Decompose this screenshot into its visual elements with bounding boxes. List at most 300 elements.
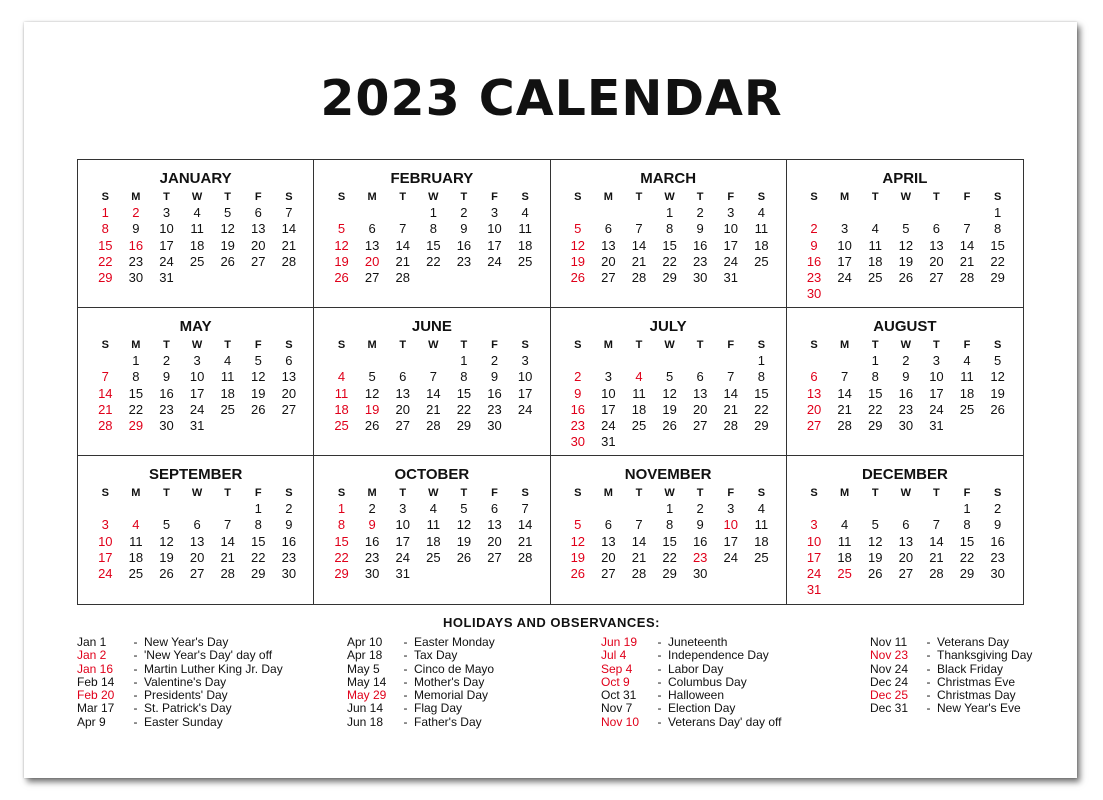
day-cell: 20 bbox=[898, 549, 914, 565]
holiday-row bbox=[601, 702, 781, 715]
holiday-column bbox=[77, 636, 283, 729]
holiday-date: Jan 16 bbox=[77, 661, 114, 676]
weekday-header: W bbox=[428, 191, 439, 203]
day-cell: 25 bbox=[128, 566, 144, 582]
weekday-header: T bbox=[399, 339, 407, 351]
holiday-date: Apr 18 bbox=[347, 648, 383, 663]
month-name: AUGUST bbox=[873, 318, 937, 335]
holiday-date: Jan 2 bbox=[77, 648, 107, 663]
holiday-date: Nov 10 bbox=[601, 714, 640, 729]
day-cell: 4 bbox=[757, 205, 765, 220]
day-cell: 27 bbox=[251, 253, 266, 269]
holiday-date: Jun 18 bbox=[347, 714, 384, 729]
month-june bbox=[314, 308, 550, 456]
day-cell: 4 bbox=[871, 221, 879, 237]
holiday-name: Independence Day bbox=[668, 648, 769, 663]
day-cell: 5 bbox=[254, 353, 262, 368]
holiday-name: Thanksgiving Day bbox=[937, 648, 1033, 663]
weekday-header: F bbox=[963, 487, 971, 499]
day-cell: 24 bbox=[159, 253, 174, 269]
day-cell: 13 bbox=[692, 385, 708, 401]
empty-day-cell bbox=[860, 501, 891, 517]
weekday-header: S bbox=[101, 487, 109, 499]
day-grid bbox=[90, 485, 313, 582]
day-cell: 18 bbox=[959, 385, 975, 401]
day-cell: 11 bbox=[960, 369, 974, 385]
day-cell: 23 bbox=[128, 253, 144, 269]
day-cell: 3 bbox=[521, 353, 529, 368]
month-name: JANUARY bbox=[159, 170, 232, 187]
weekday-header: T bbox=[635, 487, 643, 499]
day-cell: 24 bbox=[98, 566, 113, 582]
day-cell: 10 bbox=[806, 533, 822, 549]
day-cell: 17 bbox=[837, 253, 852, 269]
holiday-date: Apr 10 bbox=[347, 635, 383, 649]
holiday-date: Dec 31 bbox=[870, 701, 909, 716]
day-cell: 1 bbox=[963, 501, 971, 516]
day-cell: 16 bbox=[487, 385, 502, 401]
holiday-separator: - bbox=[133, 635, 138, 649]
day-grid bbox=[326, 485, 549, 582]
day-cell: 25 bbox=[220, 401, 235, 417]
day-cell: 5 bbox=[224, 205, 232, 220]
day-cell: 20 bbox=[806, 401, 822, 417]
day-cell: 26 bbox=[868, 566, 883, 582]
weekday-header: W bbox=[664, 191, 675, 203]
day-cell: 11 bbox=[868, 237, 882, 253]
weekday-header: T bbox=[163, 487, 170, 499]
day-cell: 14 bbox=[395, 237, 410, 253]
day-cell: 20 bbox=[189, 549, 205, 565]
holiday-separator: - bbox=[657, 688, 662, 703]
day-cell: 23 bbox=[456, 253, 472, 269]
day-cell: 23 bbox=[570, 418, 586, 434]
day-cell: 15 bbox=[754, 385, 769, 401]
holiday-separator: - bbox=[403, 648, 408, 663]
day-cell: 19 bbox=[570, 253, 586, 269]
weekday-header: M bbox=[131, 339, 141, 351]
day-cell: 28 bbox=[631, 566, 647, 582]
month-october bbox=[314, 456, 550, 604]
day-cell: 27 bbox=[364, 270, 380, 286]
day-cell: 23 bbox=[692, 253, 708, 269]
day-grid bbox=[799, 485, 1023, 599]
weekday-header: F bbox=[963, 339, 971, 351]
empty-day-cell bbox=[182, 501, 213, 517]
day-cell: 14 bbox=[723, 385, 738, 401]
holiday-row bbox=[601, 676, 781, 689]
empty-day-cell bbox=[593, 501, 624, 517]
weekday-header: F bbox=[491, 191, 498, 203]
empty-day-cell bbox=[685, 353, 716, 369]
holiday-row bbox=[870, 649, 1032, 662]
day-cell: 24 bbox=[929, 401, 944, 417]
day-cell: 19 bbox=[159, 549, 174, 565]
day-cell: 12 bbox=[570, 533, 586, 549]
day-cell: 10 bbox=[723, 221, 738, 237]
day-cell: 3 bbox=[162, 205, 171, 220]
day-cell: 29 bbox=[128, 418, 144, 434]
day-cell: 28 bbox=[517, 549, 533, 565]
day-cell: 23 bbox=[364, 549, 380, 565]
day-cell: 30 bbox=[692, 270, 708, 286]
day-cell: 9 bbox=[460, 221, 468, 237]
day-cell: 15 bbox=[334, 533, 349, 549]
day-cell: 15 bbox=[662, 237, 677, 253]
day-cell: 15 bbox=[426, 237, 441, 253]
day-cell: 15 bbox=[98, 237, 113, 253]
empty-day-cell bbox=[121, 501, 152, 517]
day-cell: 21 bbox=[220, 549, 235, 565]
weekday-header: S bbox=[101, 191, 109, 203]
holiday-row bbox=[77, 702, 283, 715]
day-cell: 18 bbox=[837, 549, 852, 565]
day-cell: 4 bbox=[635, 369, 643, 385]
day-cell: 10 bbox=[98, 533, 113, 549]
day-cell: 4 bbox=[757, 501, 765, 516]
holiday-column bbox=[601, 636, 781, 729]
day-cell: 28 bbox=[959, 270, 975, 286]
day-cell: 9 bbox=[368, 517, 376, 533]
day-grid bbox=[90, 337, 313, 434]
day-cell: 14 bbox=[220, 533, 235, 549]
holiday-name: Juneteenth bbox=[668, 635, 728, 649]
day-grid bbox=[799, 189, 1023, 303]
empty-day-cell bbox=[952, 205, 983, 221]
day-cell: 12 bbox=[990, 369, 1005, 385]
holiday-separator: - bbox=[403, 701, 408, 716]
day-cell: 23 bbox=[898, 401, 914, 417]
holiday-row bbox=[77, 676, 283, 689]
holiday-name: Christmas Eve bbox=[937, 674, 1016, 689]
day-cell: 22 bbox=[456, 401, 472, 417]
weekday-header: W bbox=[191, 339, 203, 351]
day-cell: 28 bbox=[631, 270, 647, 286]
day-cell: 4 bbox=[337, 369, 346, 385]
weekday-header: W bbox=[900, 487, 912, 499]
weekday-header: T bbox=[871, 339, 879, 351]
day-cell: 17 bbox=[723, 533, 738, 549]
day-cell: 17 bbox=[98, 549, 113, 565]
empty-day-cell bbox=[387, 353, 418, 369]
day-cell: 20 bbox=[251, 237, 266, 253]
day-cell: 31 bbox=[929, 418, 944, 434]
holiday-row bbox=[601, 663, 781, 676]
day-cell: 31 bbox=[806, 582, 822, 598]
holiday-separator: - bbox=[926, 701, 931, 716]
weekday-header: M bbox=[367, 191, 377, 203]
holiday-row bbox=[347, 716, 495, 729]
day-cell: 28 bbox=[426, 418, 441, 434]
day-cell: 22 bbox=[334, 549, 349, 565]
day-cell: 1 bbox=[460, 353, 468, 368]
day-cell: 7 bbox=[521, 501, 529, 516]
holiday-separator: - bbox=[403, 688, 408, 703]
holiday-row bbox=[601, 716, 781, 729]
weekday-header: F bbox=[727, 487, 735, 499]
day-cell: 7 bbox=[101, 369, 109, 385]
empty-day-cell bbox=[829, 205, 860, 221]
day-cell: 24 bbox=[723, 253, 738, 269]
day-cell: 28 bbox=[395, 270, 410, 286]
empty-day-cell bbox=[829, 353, 860, 369]
weekday-header: M bbox=[131, 487, 141, 499]
holiday-separator: - bbox=[133, 688, 138, 703]
day-cell: 10 bbox=[837, 237, 852, 253]
day-cell: 10 bbox=[723, 517, 738, 533]
day-cell: 7 bbox=[841, 369, 849, 385]
month-february bbox=[314, 160, 550, 308]
day-cell: 2 bbox=[574, 369, 582, 385]
weekday-header: S bbox=[757, 487, 766, 499]
day-cell: 11 bbox=[190, 221, 204, 237]
weekday-header: W bbox=[664, 487, 675, 499]
holiday-row bbox=[347, 663, 495, 676]
holiday-name: Flag Day bbox=[414, 701, 463, 716]
weekday-header: W bbox=[191, 191, 203, 203]
day-cell: 8 bbox=[337, 517, 346, 533]
day-cell: 30 bbox=[990, 566, 1005, 582]
day-cell: 26 bbox=[334, 270, 349, 286]
day-cell: 12 bbox=[220, 221, 235, 237]
weekday-header: M bbox=[840, 191, 850, 203]
holiday-date: May 14 bbox=[347, 674, 387, 689]
weekday-header: W bbox=[900, 191, 912, 203]
holiday-row bbox=[347, 636, 495, 649]
day-cell: 12 bbox=[159, 533, 174, 549]
month-name: OCTOBER bbox=[394, 466, 470, 483]
day-cell: 16 bbox=[570, 401, 586, 417]
day-cell: 6 bbox=[810, 369, 818, 385]
day-cell: 16 bbox=[364, 533, 380, 549]
day-cell: 5 bbox=[574, 517, 582, 533]
day-cell: 16 bbox=[806, 253, 822, 269]
day-cell: 16 bbox=[281, 533, 297, 549]
holiday-date: Nov 24 bbox=[870, 661, 909, 676]
weekday-header: T bbox=[696, 191, 704, 203]
day-cell: 12 bbox=[570, 237, 586, 253]
weekday-header: F bbox=[727, 191, 735, 203]
empty-day-cell bbox=[654, 353, 685, 369]
day-cell: 6 bbox=[285, 353, 293, 368]
empty-day-cell bbox=[387, 205, 418, 221]
weekday-header: T bbox=[460, 339, 468, 351]
holiday-separator: - bbox=[926, 635, 931, 649]
weekday-header: F bbox=[963, 191, 971, 203]
day-cell: 4 bbox=[963, 353, 971, 368]
empty-day-cell bbox=[593, 205, 624, 221]
weekday-header: S bbox=[285, 487, 293, 499]
day-cell: 14 bbox=[98, 385, 113, 401]
day-grid bbox=[799, 337, 1023, 434]
day-cell: 3 bbox=[932, 353, 941, 368]
month-december bbox=[787, 456, 1023, 604]
day-cell: 12 bbox=[662, 385, 677, 401]
day-cell: 24 bbox=[395, 549, 410, 565]
day-cell: 17 bbox=[806, 549, 822, 565]
weekday-header: S bbox=[993, 339, 1002, 351]
day-cell: 26 bbox=[570, 270, 586, 286]
day-cell: 22 bbox=[990, 253, 1005, 269]
day-cell: 10 bbox=[601, 385, 616, 401]
day-cell: 28 bbox=[837, 418, 852, 434]
month-name: MAY bbox=[179, 318, 212, 335]
holiday-row bbox=[601, 649, 781, 662]
day-cell: 20 bbox=[281, 385, 297, 401]
day-cell: 1 bbox=[254, 501, 262, 516]
holiday-name: 'New Year's Day' day off bbox=[144, 648, 273, 663]
holiday-row bbox=[870, 663, 1032, 676]
day-cell: 15 bbox=[128, 385, 144, 401]
weekday-header: T bbox=[224, 339, 232, 351]
holiday-row bbox=[870, 676, 1032, 689]
day-cell: 1 bbox=[132, 353, 140, 368]
holiday-date: Apr 9 bbox=[77, 714, 106, 729]
day-cell: 2 bbox=[285, 501, 293, 516]
day-cell: 7 bbox=[635, 221, 643, 237]
holiday-row bbox=[347, 702, 495, 715]
day-cell: 13 bbox=[806, 385, 822, 401]
weekday-header: S bbox=[810, 339, 818, 351]
holiday-row bbox=[870, 702, 1032, 715]
weekday-header: T bbox=[224, 487, 232, 499]
day-cell: 25 bbox=[334, 418, 349, 434]
day-cell: 26 bbox=[990, 401, 1005, 417]
day-cell: 6 bbox=[604, 517, 612, 533]
day-cell: 21 bbox=[281, 237, 297, 253]
day-cell: 7 bbox=[399, 221, 407, 237]
day-cell: 7 bbox=[285, 205, 293, 220]
holiday-date: Oct 31 bbox=[601, 688, 637, 703]
weekday-header: T bbox=[163, 191, 170, 203]
day-cell: 16 bbox=[692, 237, 708, 253]
holiday-column bbox=[347, 636, 495, 729]
day-cell: 24 bbox=[806, 566, 822, 582]
day-cell: 7 bbox=[635, 517, 643, 533]
day-cell: 2 bbox=[810, 221, 818, 237]
day-cell: 13 bbox=[898, 533, 914, 549]
weekday-header: S bbox=[993, 191, 1002, 203]
month-name: MARCH bbox=[640, 170, 697, 187]
holiday-row bbox=[347, 649, 495, 662]
day-cell: 7 bbox=[224, 517, 232, 533]
holiday-row bbox=[77, 649, 283, 662]
holiday-date: Sep 4 bbox=[601, 661, 633, 676]
holiday-separator: - bbox=[657, 635, 662, 649]
month-july bbox=[551, 308, 787, 456]
day-cell: 8 bbox=[132, 369, 140, 385]
weekday-header: S bbox=[757, 191, 766, 203]
weekday-header: M bbox=[367, 339, 377, 351]
day-cell: 3 bbox=[193, 353, 201, 368]
weekday-header: T bbox=[224, 191, 232, 203]
day-cell: 9 bbox=[490, 369, 499, 385]
day-cell: 23 bbox=[806, 270, 822, 286]
day-cell: 28 bbox=[98, 418, 113, 434]
day-cell: 9 bbox=[162, 369, 171, 385]
day-cell: 13 bbox=[189, 533, 205, 549]
month-name: APRIL bbox=[882, 170, 928, 187]
day-cell: 18 bbox=[754, 237, 769, 253]
holiday-row bbox=[347, 676, 495, 689]
day-cell: 1 bbox=[665, 205, 674, 220]
day-cell: 19 bbox=[990, 385, 1005, 401]
day-cell: 8 bbox=[993, 221, 1002, 237]
day-cell: 3 bbox=[727, 205, 735, 220]
day-cell: 27 bbox=[601, 270, 616, 286]
weekday-header: F bbox=[254, 191, 262, 203]
holiday-name: Labor Day bbox=[668, 661, 724, 676]
day-cell: 29 bbox=[959, 566, 975, 582]
weekday-header: T bbox=[399, 487, 407, 499]
holidays-heading: HOLIDAYS AND OBSERVANCES: bbox=[443, 615, 660, 630]
day-cell: 26 bbox=[220, 253, 235, 269]
holiday-row bbox=[870, 636, 1032, 649]
day-cell: 24 bbox=[837, 270, 852, 286]
holiday-date: Jan 1 bbox=[77, 635, 107, 649]
holiday-name: Easter Sunday bbox=[144, 714, 223, 729]
day-cell: 5 bbox=[665, 369, 674, 385]
weekday-header: T bbox=[933, 339, 940, 351]
day-cell: 19 bbox=[251, 385, 266, 401]
month-april bbox=[787, 160, 1023, 308]
day-cell: 10 bbox=[395, 517, 410, 533]
day-cell: 5 bbox=[162, 517, 171, 533]
day-cell: 6 bbox=[193, 517, 201, 533]
empty-day-cell bbox=[90, 501, 121, 517]
weekday-header: T bbox=[933, 191, 940, 203]
day-cell: 21 bbox=[959, 253, 975, 269]
holiday-date: Nov 11 bbox=[870, 635, 908, 649]
weekday-header: S bbox=[521, 191, 529, 203]
holiday-row bbox=[77, 689, 283, 702]
day-cell: 25 bbox=[837, 566, 852, 582]
day-cell: 3 bbox=[604, 369, 612, 385]
day-cell: 29 bbox=[868, 418, 883, 434]
day-cell: 2 bbox=[902, 353, 910, 368]
empty-day-cell bbox=[563, 205, 594, 221]
day-cell: 30 bbox=[806, 286, 822, 302]
holiday-name: Memorial Day bbox=[414, 688, 489, 703]
day-cell: 9 bbox=[902, 369, 910, 385]
holiday-separator: - bbox=[657, 661, 662, 676]
day-cell: 18 bbox=[754, 533, 769, 549]
day-cell: 11 bbox=[129, 533, 143, 549]
day-cell: 13 bbox=[929, 237, 944, 253]
empty-day-cell bbox=[921, 501, 952, 517]
day-cell: 18 bbox=[189, 237, 205, 253]
day-cell: 14 bbox=[281, 221, 297, 237]
day-cell: 2 bbox=[162, 353, 171, 368]
holiday-separator: - bbox=[403, 714, 408, 729]
day-cell: 13 bbox=[487, 517, 502, 533]
holiday-row bbox=[347, 689, 495, 702]
day-cell: 13 bbox=[364, 237, 380, 253]
day-cell: 29 bbox=[98, 270, 113, 286]
day-cell: 13 bbox=[601, 237, 616, 253]
weekday-header: S bbox=[810, 487, 818, 499]
day-cell: 13 bbox=[395, 385, 410, 401]
weekday-header: T bbox=[696, 487, 704, 499]
weekday-header: F bbox=[491, 339, 498, 351]
month-november bbox=[551, 456, 787, 604]
holiday-date: Nov 7 bbox=[601, 701, 633, 716]
holiday-name: Presidents' Day bbox=[144, 688, 228, 703]
weekday-header: T bbox=[635, 191, 643, 203]
day-cell: 11 bbox=[426, 517, 441, 533]
day-cell: 15 bbox=[251, 533, 266, 549]
day-cell: 2 bbox=[696, 205, 704, 220]
